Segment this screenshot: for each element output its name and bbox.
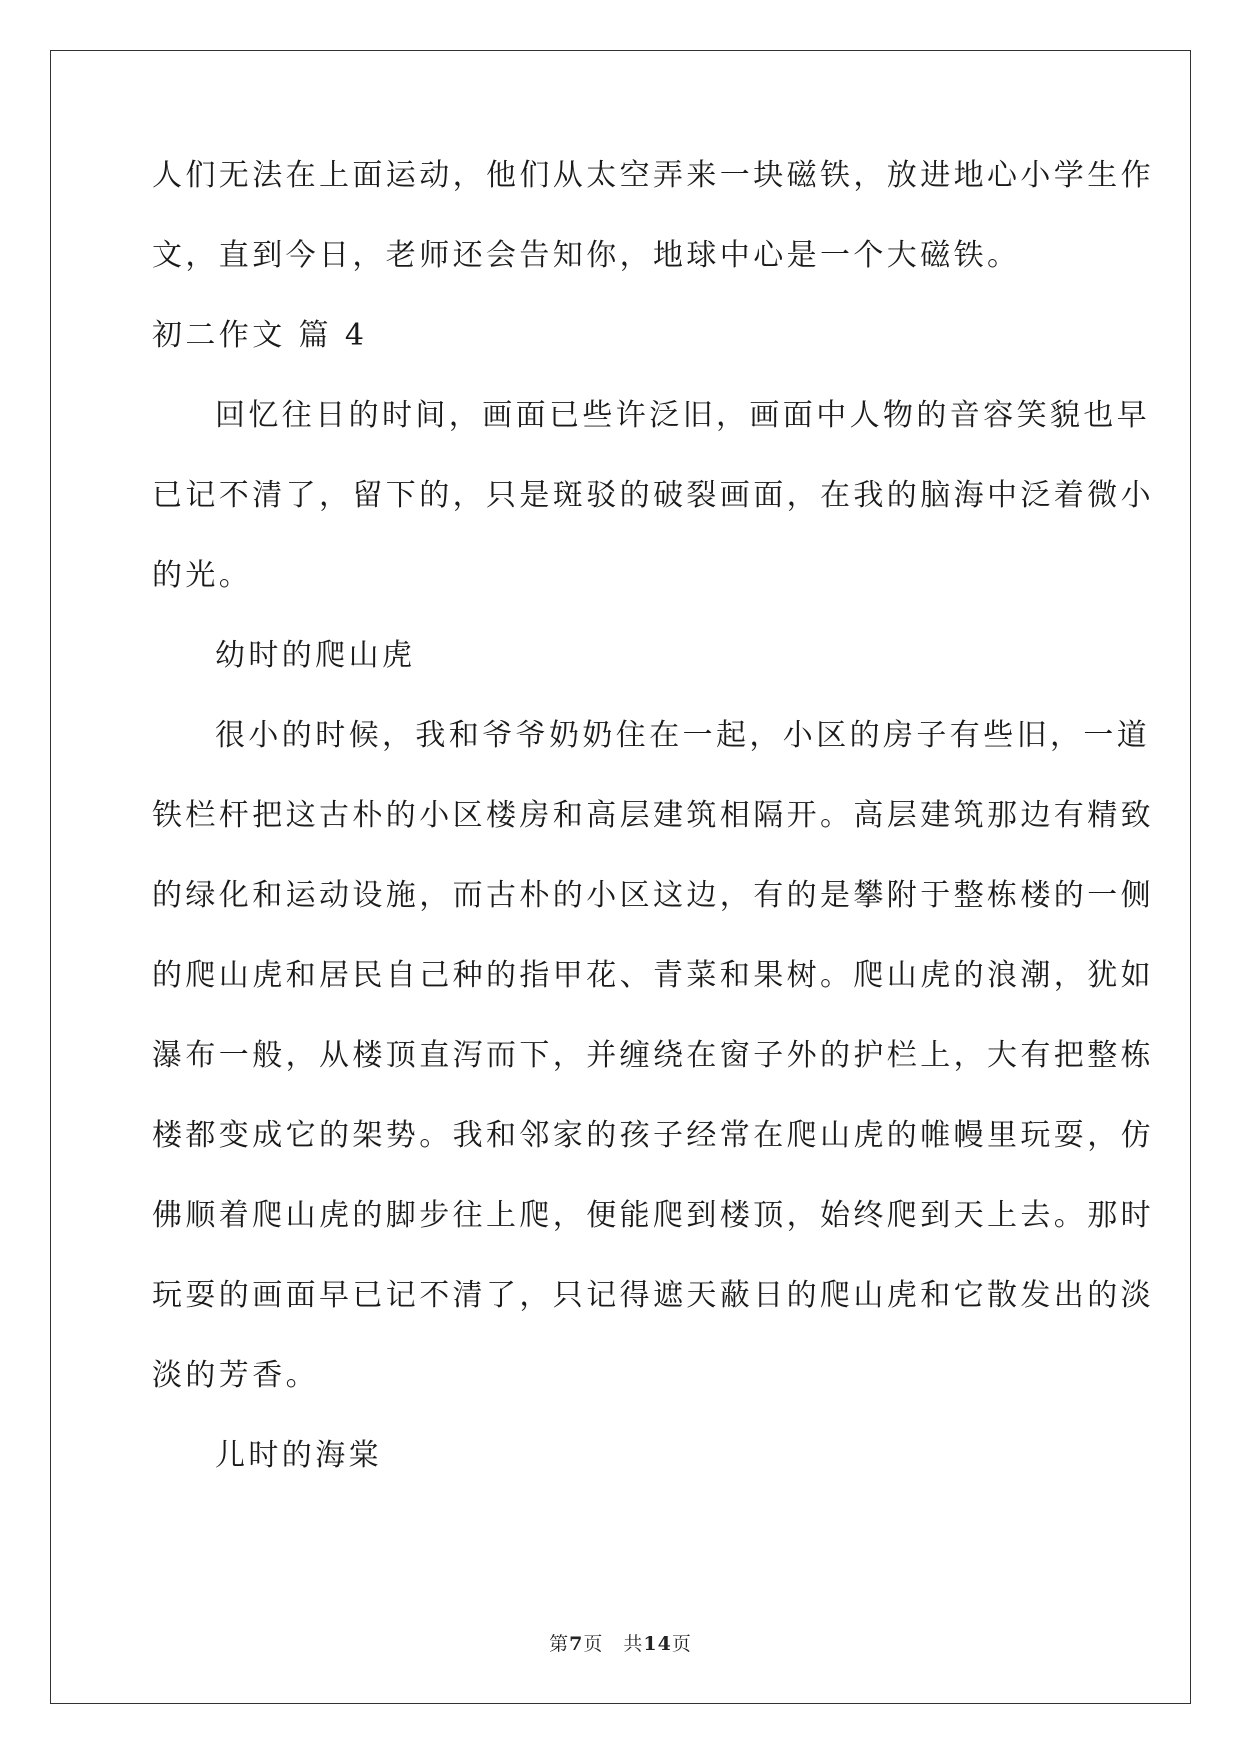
current-page-number: 7 <box>569 1633 584 1655</box>
text-line: 的绿化和运动设施，而古朴的小区这边，有的是攀附于整栋楼的一侧 <box>152 878 1154 913</box>
text-line: 楼都变成它的架势。我和邻家的孩子经常在爬山虎的帷幔里玩耍，仿 <box>152 1118 1154 1153</box>
text-line: 淡的芳香。 <box>152 1358 319 1393</box>
section-heading: 初二作文 篇 4 <box>152 318 368 353</box>
text-line: 玩耍的画面早已记不清了，只记得遮天蔽日的爬山虎和它散发出的淡 <box>152 1278 1154 1313</box>
text-line: 文，直到今日，老师还会告知你，地球中心是一个大磁铁。 <box>152 238 1021 273</box>
text-line: 已记不清了，留下的，只是斑驳的破裂画面，在我的脑海中泛着微小 <box>152 478 1154 513</box>
text-line: 佛顺着爬山虎的脚步往上爬，便能爬到楼顶，始终爬到天上去。那时 <box>152 1198 1154 1233</box>
total-page-number: 14 <box>643 1633 672 1655</box>
text-line: 的光。 <box>152 558 253 593</box>
page-prefix: 第 <box>549 1633 570 1655</box>
page-footer <box>0 1632 1241 1656</box>
text-line: 回忆往日的时间，画面已些许泛旧，画面中人物的音容笑貌也早 <box>215 398 1151 433</box>
text-line: 很小的时候，我和爷爷奶奶住在一起，小区的房子有些旧，一道 <box>215 718 1151 753</box>
text-line: 瀑布一般，从楼顶直泻而下，并缠绕在窗子外的护栏上，大有把整栋 <box>152 1038 1154 1073</box>
subheading: 儿时的海棠 <box>215 1438 382 1473</box>
page-mid: 页 共 <box>583 1633 644 1655</box>
text-line: 人们无法在上面运动，他们从太空弄来一块磁铁，放进地心小学生作 <box>152 158 1154 193</box>
text-line: 的爬山虎和居民自己种的指甲花、青菜和果树。爬山虎的浪潮，犹如 <box>152 958 1154 993</box>
document-body <box>152 156 1154 1516</box>
page-suffix: 页 <box>671 1633 692 1655</box>
text-line: 铁栏杆把这古朴的小区楼房和高层建筑相隔开。高层建筑那边有精致 <box>152 798 1154 833</box>
subheading: 幼时的爬山虎 <box>215 638 416 673</box>
